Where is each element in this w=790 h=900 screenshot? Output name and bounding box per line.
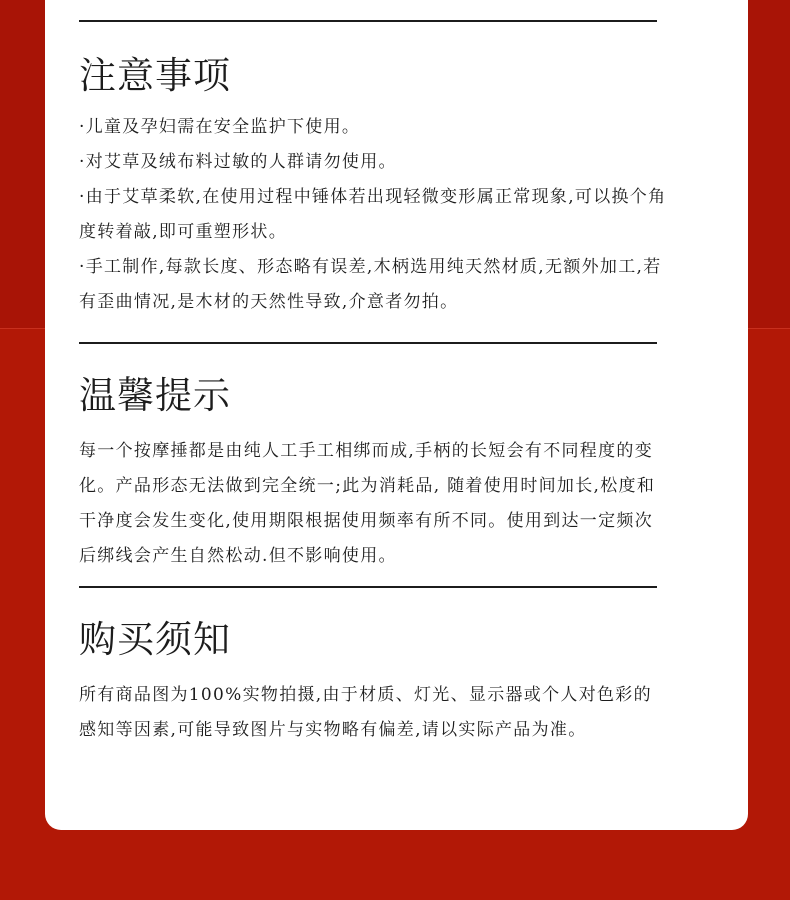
notes-title: 注意事项 bbox=[79, 54, 231, 97]
section-divider bbox=[79, 586, 657, 588]
section-divider bbox=[79, 20, 657, 22]
purchase-section bbox=[79, 586, 679, 748]
left-side-seam bbox=[0, 328, 45, 329]
left-side-panel bbox=[0, 0, 45, 328]
purchase-title: 购买须知 bbox=[79, 618, 231, 661]
section-divider bbox=[79, 342, 657, 344]
right-side-panel bbox=[745, 0, 790, 328]
purchase-body bbox=[79, 678, 679, 748]
notes-item: ·对艾草及绒布料过敏的人群请勿使用。 bbox=[79, 152, 397, 172]
notes-item: ·由于艾草柔软,在使用过程中锤体若出现轻微变形属正常现象,可以换个角度转着敲,即可重塑形状。 bbox=[79, 187, 667, 242]
tips-body bbox=[79, 434, 679, 574]
purchase-paragraph: 所有商品图为100%实物拍摄,由于材质、灯光、显示器或个人对色彩的感知等因素,可能导致图片与实物略有偏差,请以实际产品为准。 bbox=[79, 685, 652, 740]
tips-paragraph: 每一个按摩捶都是由纯人工手工相绑而成,手柄的长短会有不同程度的变化。产品形态无法做到完全统一;此为消耗品, 随着使用时间加长,松度和干净度会发生变化,使用期限根据使用频率有所不同。使用到达一定频次后绑线会产生自然松动.但不影响使用。 bbox=[79, 441, 656, 566]
notes-item: ·手工制作,每款长度、形态略有误差,木柄选用纯天然材质,无额外加工,若有歪曲情况,是木材的天然性导致,介意者勿拍。 bbox=[79, 257, 662, 312]
notes-section bbox=[79, 20, 679, 320]
notes-body bbox=[79, 110, 679, 320]
right-side-seam bbox=[745, 328, 790, 329]
tips-section bbox=[79, 342, 679, 574]
tips-title: 温馨提示 bbox=[79, 374, 231, 417]
notes-item: ·儿童及孕妇需在安全监护下使用。 bbox=[79, 117, 361, 137]
